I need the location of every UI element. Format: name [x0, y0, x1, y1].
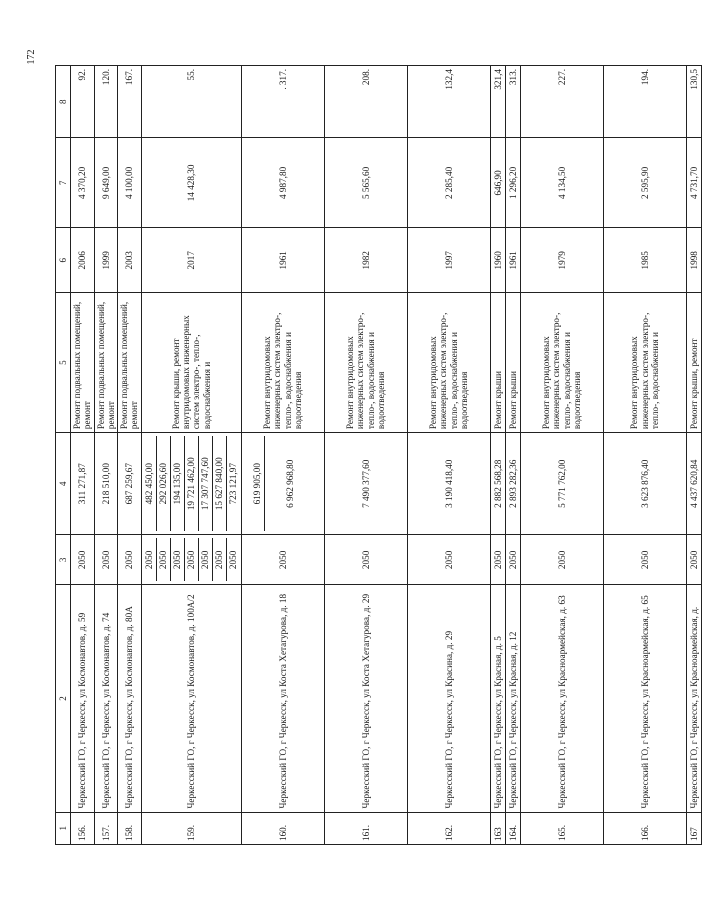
- row-number: 162.: [407, 812, 490, 844]
- year-cell: 2050: [324, 535, 407, 585]
- table-row: [490, 66, 505, 845]
- work-type-cell: Ремонт крыши: [490, 293, 505, 433]
- area-cell: 9 649,00: [94, 138, 118, 228]
- year-cell: 2050: [212, 538, 226, 581]
- built-year-cell: 1985: [603, 228, 686, 293]
- column-header: 2: [56, 585, 71, 812]
- year-cell: 2050: [71, 535, 95, 585]
- table-row: [241, 66, 324, 845]
- cost-cell: 15 627 840,00: [212, 436, 226, 531]
- row-number: 159.: [141, 812, 241, 844]
- built-year-cell: 1960: [490, 228, 505, 293]
- cost-cell: 2 893 282,36: [505, 433, 520, 535]
- cost-cell: 3 190 418,40: [407, 433, 490, 535]
- cost-cell: 482 450,00: [143, 463, 154, 505]
- built-year-cell: 1998: [686, 228, 701, 293]
- built-year-cell: 2003: [118, 228, 142, 293]
- year-cell: 2050: [170, 538, 184, 581]
- column-header: 1: [56, 812, 71, 844]
- work-type-cell: Ремонт внутридомовых инженерных систем электро-, тепло-, водоснабжения и: [603, 293, 686, 433]
- work-type-cell: Ремонт крыши: [505, 293, 520, 433]
- year-cell: 2050: [143, 550, 154, 570]
- address-cell: Черкесский ГО, г Черкесск, ул Красная, д. 12: [505, 585, 520, 812]
- work-type-cell: Ремонт внутридомовых инженерных систем электро-, тепло-, водоснабжения и водоотведения: [324, 293, 407, 433]
- row-number: 158.: [118, 812, 142, 844]
- column-header: 8: [56, 66, 71, 138]
- area-cell: 2 595,90: [603, 138, 686, 228]
- area-cell: 4 731,70: [686, 138, 701, 228]
- address-cell: Черкесский ГО, г Черкесск, ул Космонавтов, д. 80А: [118, 585, 142, 812]
- row-number: 157.: [94, 812, 118, 844]
- value-cell: 208.: [324, 66, 407, 138]
- year-cell: 2050: [520, 535, 603, 585]
- area-cell: 2 285,40: [407, 138, 490, 228]
- year-cell: 2050: [686, 535, 701, 585]
- cost-cell: 19 721 462,00: [184, 436, 198, 531]
- cost-cell: 194 135,00: [170, 436, 184, 531]
- table-row: [94, 66, 118, 845]
- address-cell: Черкесский ГО, г Черкесск, ул Красноармейская, д. 63: [520, 585, 603, 812]
- year-cell: 2050: [118, 535, 142, 585]
- year-cell: 2050: [407, 535, 490, 585]
- value-cell: 130,5: [686, 66, 701, 138]
- year-cell: 2050: [241, 535, 324, 585]
- row-number: 163: [490, 812, 505, 844]
- cost-cell: 6 962 968,80: [264, 436, 315, 531]
- table-row: [686, 66, 701, 845]
- value-cell: 132,4: [407, 66, 490, 138]
- value-cell: . 317.: [241, 66, 324, 138]
- cost-cell: 292 026,60: [156, 436, 170, 531]
- address-cell: Черкесский ГО, г Черкесск, ул Космонавтов, д. 59: [71, 585, 95, 812]
- year-cell: 2050: [226, 538, 240, 581]
- cost-cell: 2 882 568,28: [490, 433, 505, 535]
- year-cell: 2050: [184, 538, 198, 581]
- row-number: 166.: [603, 812, 686, 844]
- built-year-cell: 1999: [94, 228, 118, 293]
- row-number: 165.: [520, 812, 603, 844]
- area-cell: 4 370,20: [71, 138, 95, 228]
- area-cell: 5 565,60: [324, 138, 407, 228]
- value-cell: 321,4: [490, 66, 505, 138]
- area-cell: 4 100,00: [118, 138, 142, 228]
- address-cell: Черкесский ГО, г Черкесск, ул Космонавтов, д. 74: [94, 585, 118, 812]
- value-cell: 194.: [603, 66, 686, 138]
- work-type-cell: Ремонт внутридомовых инженерных систем электро-, тепло-, водоснабжения и водоотведения: [520, 293, 603, 433]
- work-type-cell: Ремонт крыши, ремонт: [686, 293, 701, 433]
- year-cell: 2050: [603, 535, 686, 585]
- year-cell: 2050: [198, 538, 212, 581]
- row-number: 156.: [71, 812, 95, 844]
- cost-stack: [241, 433, 324, 535]
- cost-cell: 687 259,67: [118, 433, 142, 535]
- value-cell: 55.: [141, 66, 241, 138]
- address-cell: Черкесский ГО, г Черкесск, ул Коста Хетагурова, д. 18: [241, 585, 324, 812]
- value-cell: 227.: [520, 66, 603, 138]
- work-type-cell: Ремонт внутридомовых инженерных систем электро-, тепло-, водоснабжения и водоотведения: [407, 293, 490, 433]
- work-type-cell: Ремонт подвальных помещений, ремонт: [71, 293, 95, 433]
- area-cell: 4 987,80: [241, 138, 324, 228]
- built-year-cell: 2017: [141, 228, 241, 293]
- value-cell: 313.: [505, 66, 520, 138]
- work-type-cell: Ремонт подвальных помещений, ремонт: [94, 293, 118, 433]
- row-number: 164.: [505, 812, 520, 844]
- value-cell: 167.: [118, 66, 142, 138]
- cost-cell: 7 490 377,60: [324, 433, 407, 535]
- work-type-cell: Ремонт внутридомовых инженерных систем электро-, тепло-, водоснабжения и водоотведения: [241, 293, 324, 433]
- table-row: [141, 66, 241, 845]
- address-cell: Черкесский ГО, г Черкесск, ул Красноармейская, д. 65: [603, 585, 686, 812]
- repair-program-table: [55, 65, 702, 845]
- built-year-cell: 1997: [407, 228, 490, 293]
- area-cell: 1 296,20: [505, 138, 520, 228]
- year-cell: 2050: [490, 535, 505, 585]
- address-cell: Черкесский ГО, г Черкесск, ул Красная, д. 5: [490, 585, 505, 812]
- table-row: [505, 66, 520, 845]
- cost-cell: 311 271,87: [71, 433, 95, 535]
- address-cell: Черкесский ГО, г Черкесск, ул Космонавтов, д. 100А/2: [141, 585, 241, 812]
- cost-cell: 3 623 876,40: [603, 433, 686, 535]
- built-year-cell: 2006: [71, 228, 95, 293]
- value-cell: 92.: [71, 66, 95, 138]
- rotated-table-page: [55, 65, 699, 845]
- cost-cell: 218 510,00: [94, 433, 118, 535]
- column-header: 4: [56, 433, 71, 535]
- cost-stack: [141, 433, 241, 535]
- table-row: [407, 66, 490, 845]
- table-row: [603, 66, 686, 845]
- area-cell: 14 428,30: [141, 138, 241, 228]
- row-number: 167: [686, 812, 701, 844]
- year-cell: 2050: [505, 535, 520, 585]
- address-cell: Черкесский ГО, г Черкесск, ул Красина, д. 29: [407, 585, 490, 812]
- column-header: 7: [56, 138, 71, 228]
- page-number: 172: [26, 49, 37, 65]
- built-year-cell: 1979: [520, 228, 603, 293]
- cost-cell: 17 307 747,60: [198, 436, 212, 531]
- built-year-cell: 1961: [505, 228, 520, 293]
- cost-cell: 723 121,97: [226, 436, 240, 531]
- column-header: 5: [56, 293, 71, 433]
- table-row: [324, 66, 407, 845]
- address-cell: Черкесский ГО, г Черкесск, ул Красноармейская, д.: [686, 585, 701, 812]
- cost-cell: 4 437 620,84: [686, 433, 701, 535]
- value-cell: 120.: [94, 66, 118, 138]
- year-cell: 2050: [94, 535, 118, 585]
- cost-cell: 619 905,00: [251, 463, 262, 505]
- work-type-cell: Ремонт крыши, ремонт внутридомовых инженерных систем электро-, тепло-, водоснабжения и: [141, 293, 241, 433]
- row-number: 161.: [324, 812, 407, 844]
- address-cell: Черкесский ГО, г Черкесск, ул Коста Хетагурова, д. 29: [324, 585, 407, 812]
- table-row: [520, 66, 603, 845]
- column-header: 6: [56, 228, 71, 293]
- year-stack: [141, 535, 241, 585]
- cost-cell: 5 771 762,00: [520, 433, 603, 535]
- column-header: 3: [56, 535, 71, 585]
- area-cell: 4 134,50: [520, 138, 603, 228]
- work-type-cell: Ремонт подвальных помещений, ремонт: [118, 293, 142, 433]
- table-row: [118, 66, 142, 845]
- built-year-cell: 1982: [324, 228, 407, 293]
- row-number: 160.: [241, 812, 324, 844]
- built-year-cell: 1961: [241, 228, 324, 293]
- table-row: [71, 66, 95, 845]
- column-header-row: [56, 66, 71, 845]
- area-cell: 646,90: [490, 138, 505, 228]
- year-cell: 2050: [156, 538, 170, 581]
